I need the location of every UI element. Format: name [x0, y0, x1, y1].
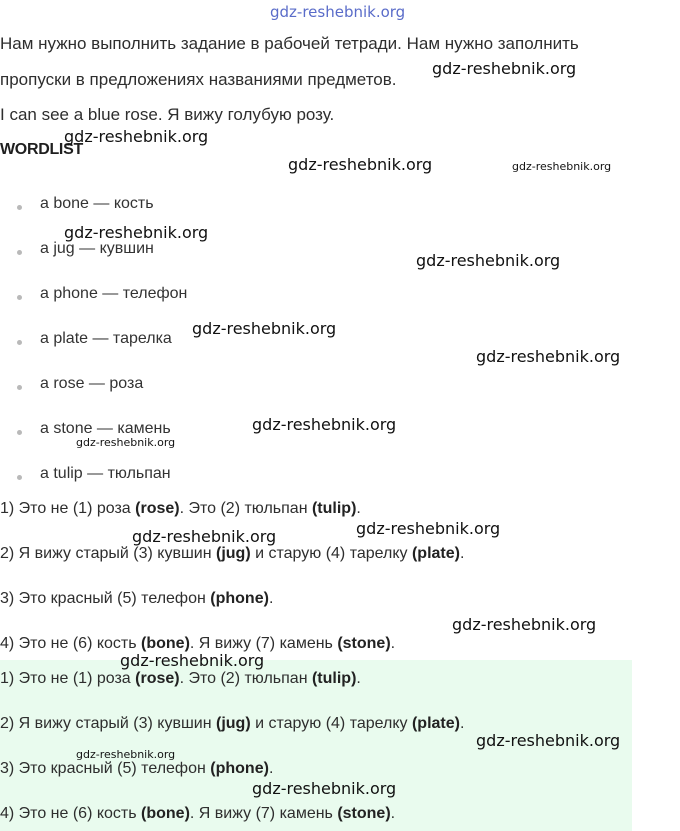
list-item-label: a tulip — тюльпан — [40, 465, 171, 482]
bullet-icon — [17, 205, 22, 210]
watermark: gdz-reshebnik.org — [76, 748, 176, 761]
watermark: gdz-reshebnik.org — [476, 347, 621, 366]
bullet-icon — [17, 340, 22, 345]
list-item-label: a rose — роза — [40, 375, 144, 392]
watermark: gdz-reshebnik.org — [356, 519, 501, 538]
watermark: gdz-reshebnik.org — [452, 615, 597, 634]
answer-line-3: 3) Это красный (5) телефон (phone). — [0, 760, 274, 777]
answer-line-2: 2) Я вижу старый (3) кувшин (jug) и старую (4) тарелку (plate). — [0, 715, 465, 732]
watermark: gdz-reshebnik.org — [76, 436, 176, 449]
watermark: gdz-reshebnik.org — [416, 251, 561, 270]
list-item-label: a jug — кувшин — [40, 240, 154, 257]
answer-line-1: 1) Это не (1) роза (rose). Это (2) тюльпан (tulip). — [0, 500, 361, 517]
bullet-icon — [17, 385, 22, 390]
watermark: gdz-reshebnik.org — [64, 127, 209, 146]
answer-line-4: 4) Это не (6) кость (bone). Я вижу (7) камень (stone). — [0, 805, 396, 822]
list-item-label: a bone — кость — [40, 195, 154, 212]
list-item-label: a plate — тарелка — [40, 330, 172, 347]
bullet-icon — [17, 250, 22, 255]
answer-line-3: 3) Это красный (5) телефон (phone). — [0, 590, 274, 607]
watermark: gdz-reshebnik.org — [120, 651, 265, 670]
bullet-icon — [17, 475, 22, 480]
intro-line-2: пропуски в предложениях названиями предметов. — [0, 70, 397, 89]
watermark: gdz-reshebnik.org — [64, 223, 209, 242]
watermark: gdz-reshebnik.org — [476, 731, 621, 750]
bullet-icon — [17, 430, 22, 435]
answer-line-2: 2) Я вижу старый (3) кувшин (jug) и старую (4) тарелку (plate). — [0, 545, 465, 562]
wordlist-title: WORDLIST — [0, 141, 83, 158]
answer-line-1: 1) Это не (1) роза (rose). Это (2) тюльпан (tulip). — [0, 670, 361, 687]
list-item-label: a stone — камень — [40, 420, 171, 437]
list-item-label: a phone — телефон — [40, 285, 188, 302]
watermark: gdz-reshebnik.org — [252, 779, 397, 798]
answer-line-4: 4) Это не (6) кость (bone). Я вижу (7) камень (stone). — [0, 635, 396, 652]
watermark-top: gdz-reshebnik.org — [270, 3, 406, 21]
intro-example: I can see a blue rose. Я вижу голубую розу. — [0, 105, 335, 124]
watermark: gdz-reshebnik.org — [288, 155, 433, 174]
watermark: gdz-reshebnik.org — [192, 319, 337, 338]
intro-line-1: Нам нужно выполнить задание в рабочей тетради. Нам нужно заполнить — [0, 34, 579, 53]
bullet-icon — [17, 295, 22, 300]
watermark: gdz-reshebnik.org — [252, 415, 397, 434]
watermark: gdz-reshebnik.org — [132, 527, 277, 546]
watermark: gdz-reshebnik.org — [512, 160, 612, 173]
watermark: gdz-reshebnik.org — [432, 59, 577, 78]
